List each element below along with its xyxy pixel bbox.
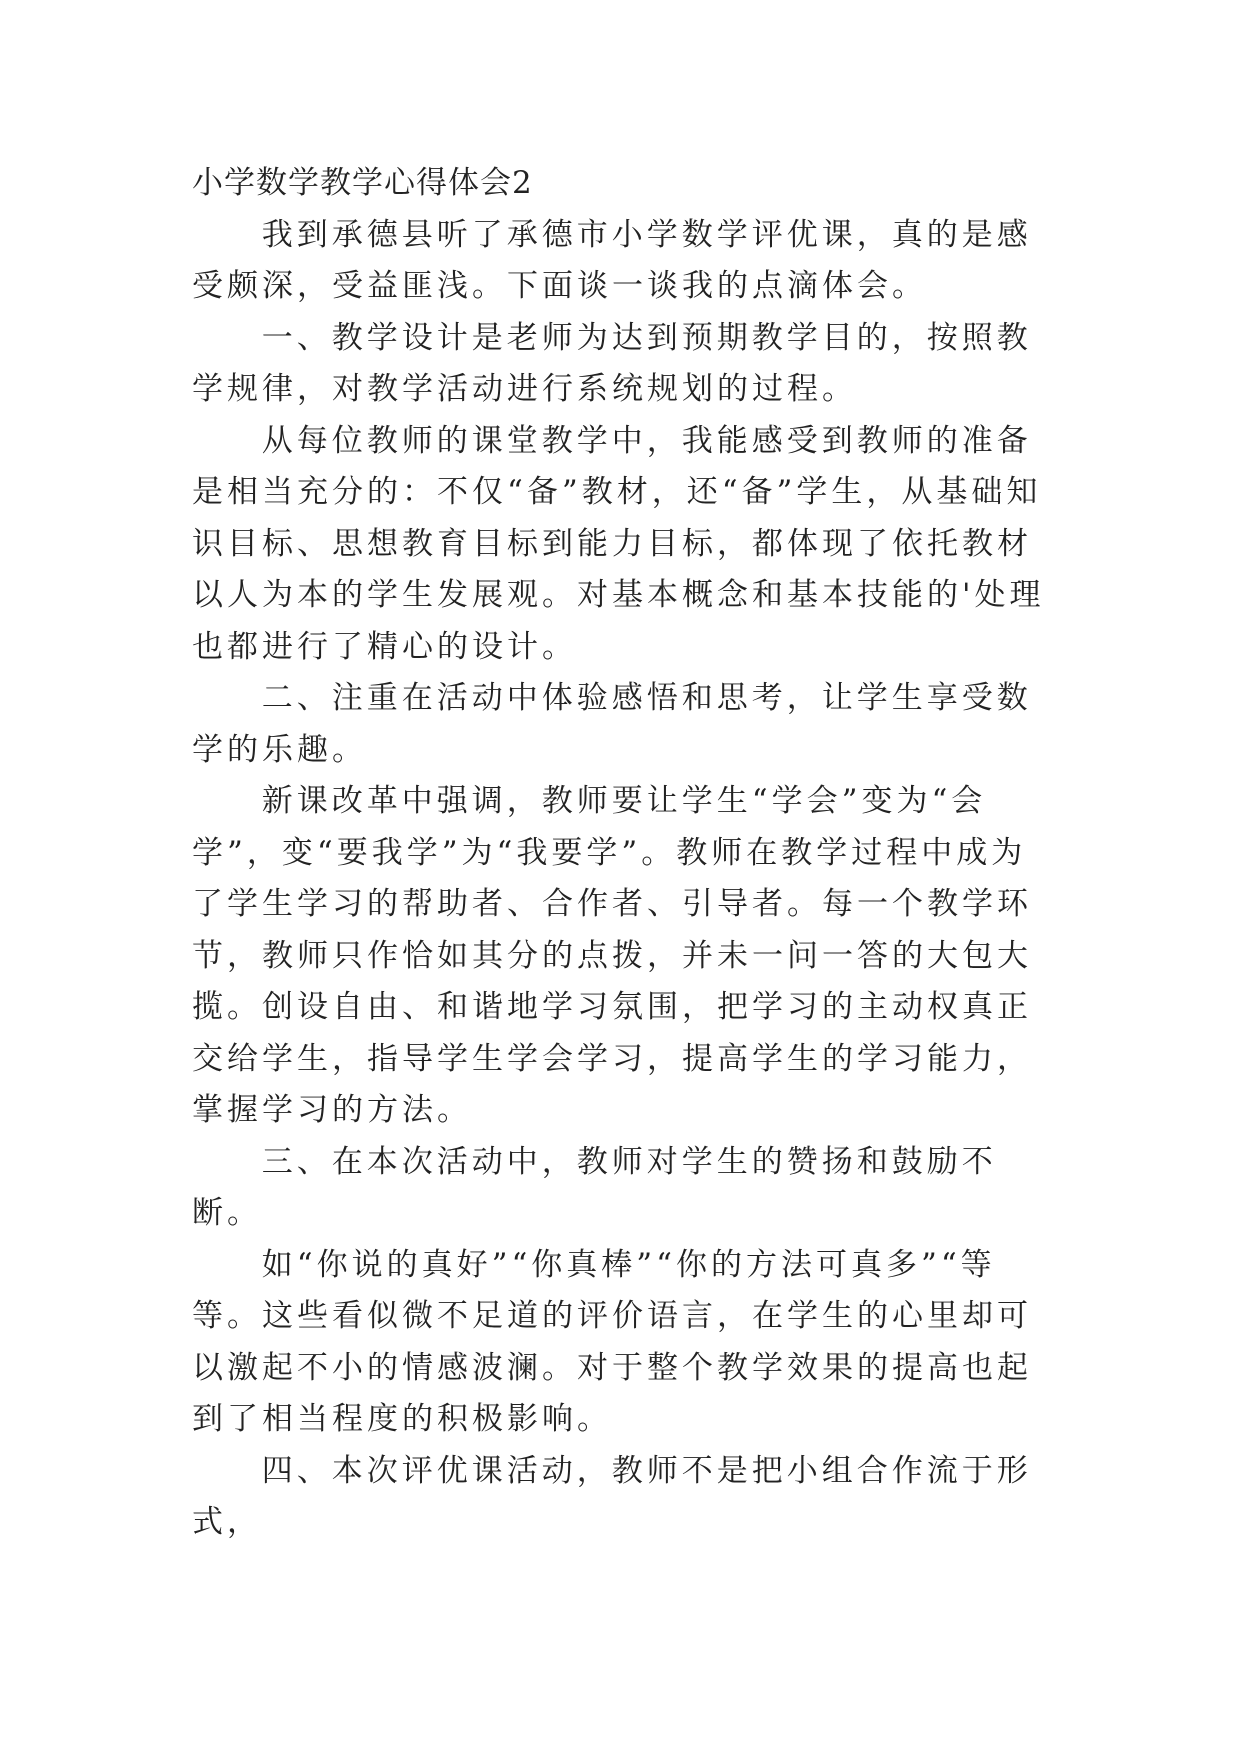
- paragraph-point-one-heading: 一、教学设计是老师为达到预期教学目的，按照教学规律，对教学活动进行系统规划的过程。: [192, 319, 1032, 407]
- paragraph-intro: 我到承德县听了承德市小学数学评优课，真的是感受颇深，受益匪浅。下面谈一谈我的点滴体会。: [192, 216, 1032, 304]
- document-title: 小学数学教学心得体会2: [192, 165, 533, 201]
- document-body: [192, 158, 1052, 1549]
- paragraph-point-two-heading: 二、注重在活动中体验感悟和思考，让学生享受数学的乐趣。: [192, 680, 1032, 768]
- paragraph-point-two-body: 新课改革中强调，教师要让学生“学会”变为“会学”，变“要我学”为“我要学”。教师在教学过程中成为了学生学习的帮助者、合作者、引导者。每一个教学环节，教师只作恰如其分的点拨，并未一问一答的大包大揽。创设自由、和谐地学习氛围，把学习的主动权真正交给学生，指导学生学会学习，提高学生的学习能力，掌握学习的方法。: [192, 783, 1032, 1128]
- paragraph-point-four-heading: 四、本次评优课活动，教师不是把小组合作流于形式，: [192, 1452, 1032, 1540]
- paragraph-point-three-body: 如“你说的真好”“你真棒”“你的方法可真多”“等等。这些看似微不足道的评价语言，在学生的心里却可以激起不小的情感波澜。对于整个教学效果的提高也起到了相当程度的积极影响。: [192, 1246, 1032, 1437]
- paragraph-point-three-heading: 三、在本次活动中，教师对学生的赞扬和鼓励不断。: [192, 1143, 997, 1231]
- paragraph-point-one-body: 从每位教师的课堂教学中，我能感受到教师的准备是相当充分的：不仅“备”教材，还“备”学生，从基础知识目标、思想教育目标到能力目标，都体现了依托教材以人为本的学生发展观。对基本概念和基本技能的'处理也都进行了精心的设计。: [192, 422, 1045, 665]
